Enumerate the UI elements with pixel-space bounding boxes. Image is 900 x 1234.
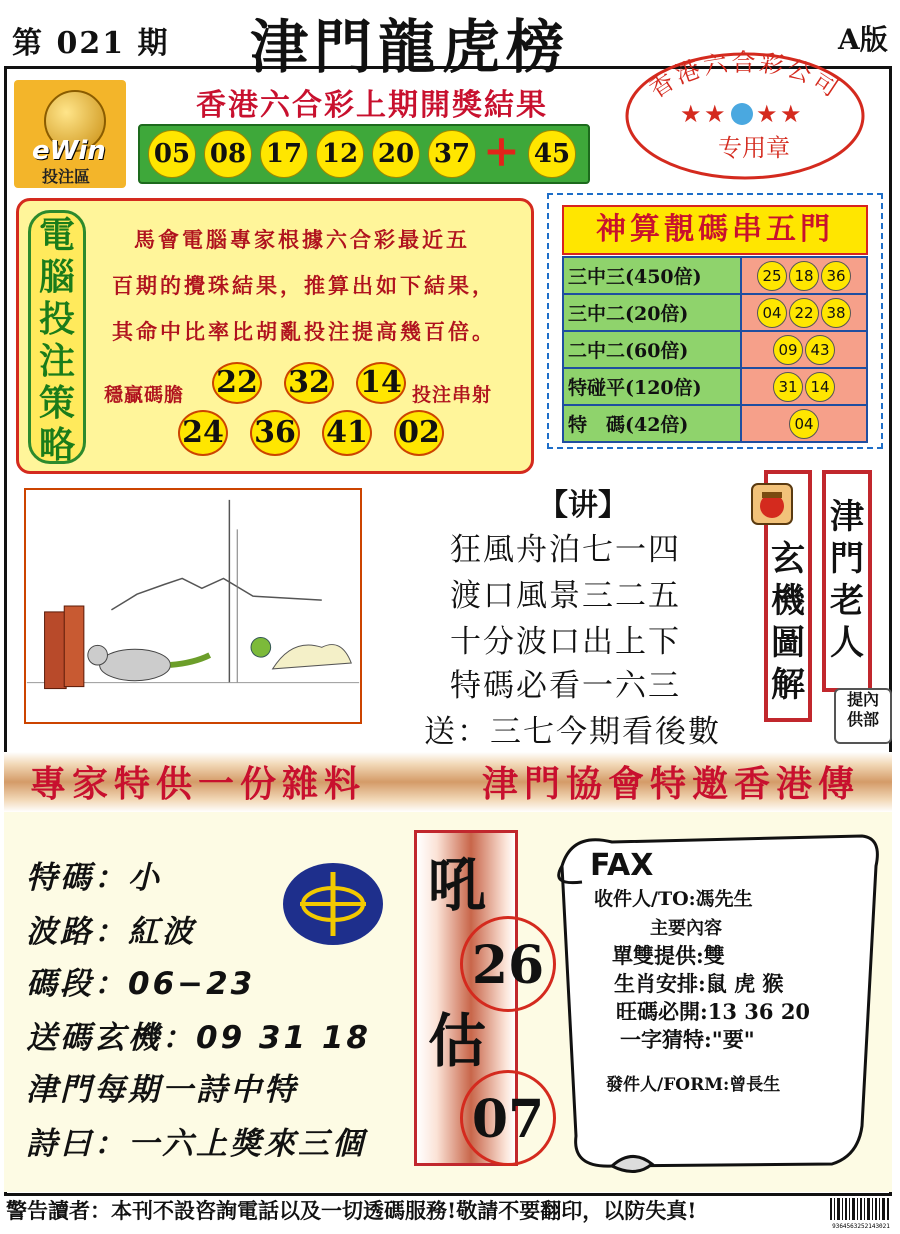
row-label: 三中三(450倍) bbox=[563, 257, 741, 294]
fax-title: FAX bbox=[590, 848, 654, 883]
combo-ball: 41 bbox=[322, 410, 372, 456]
table-row bbox=[563, 368, 867, 405]
old-man-panel bbox=[822, 470, 872, 692]
panel-char: 玄 bbox=[771, 539, 805, 579]
logo-subtitle: 投注區 bbox=[42, 167, 91, 186]
vertical-char: 腦 bbox=[38, 257, 75, 298]
panel-char: 津 bbox=[830, 497, 864, 537]
fax-line: 單雙提供:雙 bbox=[612, 943, 725, 968]
row-label: 特 碼(42倍) bbox=[563, 405, 741, 442]
panel-char: 人 bbox=[830, 623, 864, 663]
result-ball: 05 bbox=[148, 130, 196, 178]
fax-line: 一字猜特:"要" bbox=[620, 1027, 755, 1052]
poem-line: 渡口風景三二五 bbox=[450, 578, 681, 614]
strategy-line: 馬會電腦專家根據六合彩最近五 bbox=[134, 227, 470, 252]
table-row bbox=[563, 405, 867, 442]
number-ball: 22 bbox=[789, 298, 819, 328]
fax-line: 生肖安排:鼠 虎 猴 bbox=[614, 971, 784, 996]
number-ball: 36 bbox=[821, 261, 851, 291]
result-ball: 08 bbox=[204, 130, 252, 178]
banker-ball: 22 bbox=[212, 362, 262, 404]
emblem-icon bbox=[280, 860, 386, 948]
svg-text:香港六合彩公司: 香港六合彩公司 bbox=[644, 48, 846, 104]
banker-ball: 32 bbox=[284, 362, 334, 404]
logo-brand: eWin bbox=[32, 136, 106, 166]
row-label: 三中二(20倍) bbox=[563, 294, 741, 331]
row-label: 二中二(60倍) bbox=[563, 331, 741, 368]
row-balls bbox=[741, 405, 867, 442]
hint-row: 碼段：06−23 bbox=[26, 966, 256, 1002]
five-gates-title: 神算靚碼串五門 bbox=[562, 205, 868, 255]
panel-char: 解 bbox=[771, 665, 805, 705]
result-ball: 37 bbox=[428, 130, 476, 178]
vertical-char: 略 bbox=[38, 425, 75, 466]
number-ball: 38 bbox=[821, 298, 851, 328]
estimate-char: 估 bbox=[428, 1007, 487, 1075]
result-ball: 12 bbox=[316, 130, 364, 178]
combo-ball: 24 bbox=[178, 410, 228, 456]
poem-line: 特碼必看一六三 bbox=[450, 668, 681, 704]
number-ball: 09 bbox=[773, 335, 803, 365]
panel-char: 門 bbox=[830, 539, 864, 579]
poem-line: 狂風舟泊七一四 bbox=[450, 532, 681, 568]
masthead-title: 津門龍虎榜 bbox=[250, 13, 571, 81]
vertical-char: 注 bbox=[38, 341, 75, 382]
row-balls bbox=[741, 331, 867, 368]
panel-char: 機 bbox=[771, 581, 805, 621]
banner-left: 專家特供一份雜料 bbox=[30, 764, 367, 805]
table-row bbox=[563, 331, 867, 368]
vertical-char: 策 bbox=[38, 383, 75, 424]
number-ball: 43 bbox=[805, 335, 835, 365]
hint-row: 津門每期一詩中特 bbox=[26, 1072, 298, 1108]
number-ball: 31 bbox=[773, 372, 803, 402]
poem-line: 十分波口出上下 bbox=[450, 624, 681, 660]
hint-row: 送碼玄機：09 31 18 bbox=[26, 1020, 372, 1056]
barcode-text: 9364563252143021 bbox=[832, 1223, 890, 1230]
badge-line: 供部 bbox=[846, 710, 879, 729]
svg-text:★: ★ bbox=[680, 100, 702, 128]
hint-row: 波路：紅波 bbox=[26, 914, 196, 950]
banker-ball: 14 bbox=[356, 362, 406, 404]
vertical-char: 電 bbox=[38, 215, 75, 256]
table-row bbox=[563, 257, 867, 294]
row-label: 特碰平(120倍) bbox=[563, 368, 741, 405]
number-ball: 25 bbox=[757, 261, 787, 291]
section-banner bbox=[4, 752, 892, 812]
issue-number: 第 021 期 bbox=[12, 26, 170, 61]
panel-char: 圖 bbox=[771, 623, 805, 663]
estimate-number-1: 26 bbox=[460, 916, 556, 1012]
five-gates-table bbox=[562, 256, 868, 443]
plus-sign: + bbox=[483, 126, 520, 177]
poem-gift-line: 送：三七今期看後數 bbox=[424, 714, 721, 750]
banker-label: 穩贏碼膽 bbox=[104, 384, 185, 406]
banner-right: 津門協會特邀香港傳 bbox=[482, 764, 861, 805]
fax-line: 旺碼必開:13 36 20 bbox=[616, 999, 811, 1024]
special-ball: 45 bbox=[528, 130, 576, 178]
edition-label: A版 bbox=[838, 23, 888, 56]
result-ball: 17 bbox=[260, 130, 308, 178]
number-ball: 04 bbox=[789, 409, 819, 439]
row-balls bbox=[741, 368, 867, 405]
panel-char: 老 bbox=[830, 581, 864, 621]
svg-text:专用章: 专用章 bbox=[718, 134, 790, 162]
svg-text:★: ★ bbox=[780, 100, 802, 128]
results-title: 香港六合彩上期開獎結果 bbox=[196, 88, 548, 123]
strategy-vertical-title bbox=[28, 210, 86, 464]
roar-char: 吼 bbox=[428, 851, 487, 919]
ewin-logo bbox=[14, 80, 126, 188]
fax-sender: 發件人/FORM:曾長生 bbox=[606, 1075, 781, 1095]
combo-ball: 36 bbox=[250, 410, 300, 456]
strategy-line: 百期的攪珠結果，推算出如下結果， bbox=[112, 273, 496, 298]
svg-text:★: ★ bbox=[756, 100, 778, 128]
company-seal bbox=[620, 44, 870, 180]
poem-heading: 【讲】 bbox=[538, 488, 628, 523]
row-balls bbox=[741, 294, 867, 331]
fist-icon bbox=[748, 480, 796, 528]
number-ball: 18 bbox=[789, 261, 819, 291]
number-ball: 04 bbox=[757, 298, 787, 328]
results-bar bbox=[138, 124, 590, 184]
vertical-char: 投 bbox=[38, 299, 75, 340]
combo-ball: 02 bbox=[394, 410, 444, 456]
internal-supply-badge bbox=[834, 688, 892, 744]
barcode-icon bbox=[828, 1196, 894, 1230]
svg-text:★: ★ bbox=[704, 100, 726, 128]
number-ball: 14 bbox=[805, 372, 835, 402]
cartoon-illustration bbox=[24, 488, 362, 724]
fax-subject: 主要內容 bbox=[650, 918, 722, 939]
result-ball: 20 bbox=[372, 130, 420, 178]
table-row bbox=[563, 294, 867, 331]
row-balls bbox=[741, 257, 867, 294]
hint-row: 特碼：小 bbox=[26, 860, 162, 896]
combo-label: 投注串射 bbox=[412, 384, 493, 406]
strategy-line: 其命中比率比胡亂投注提高幾百倍。 bbox=[112, 319, 496, 344]
estimate-number-2: 07 bbox=[460, 1070, 556, 1166]
badge-line: 提內 bbox=[846, 690, 879, 709]
hint-row: 詩曰：一六上獎來三個 bbox=[26, 1126, 366, 1162]
warning-notice: 警告讀者：本刊不設咨詢電話以及一切透碼服務!敬請不要翻印，以防失真! bbox=[6, 1198, 697, 1223]
fax-recipient: 收件人/TO:馮先生 bbox=[594, 888, 753, 910]
